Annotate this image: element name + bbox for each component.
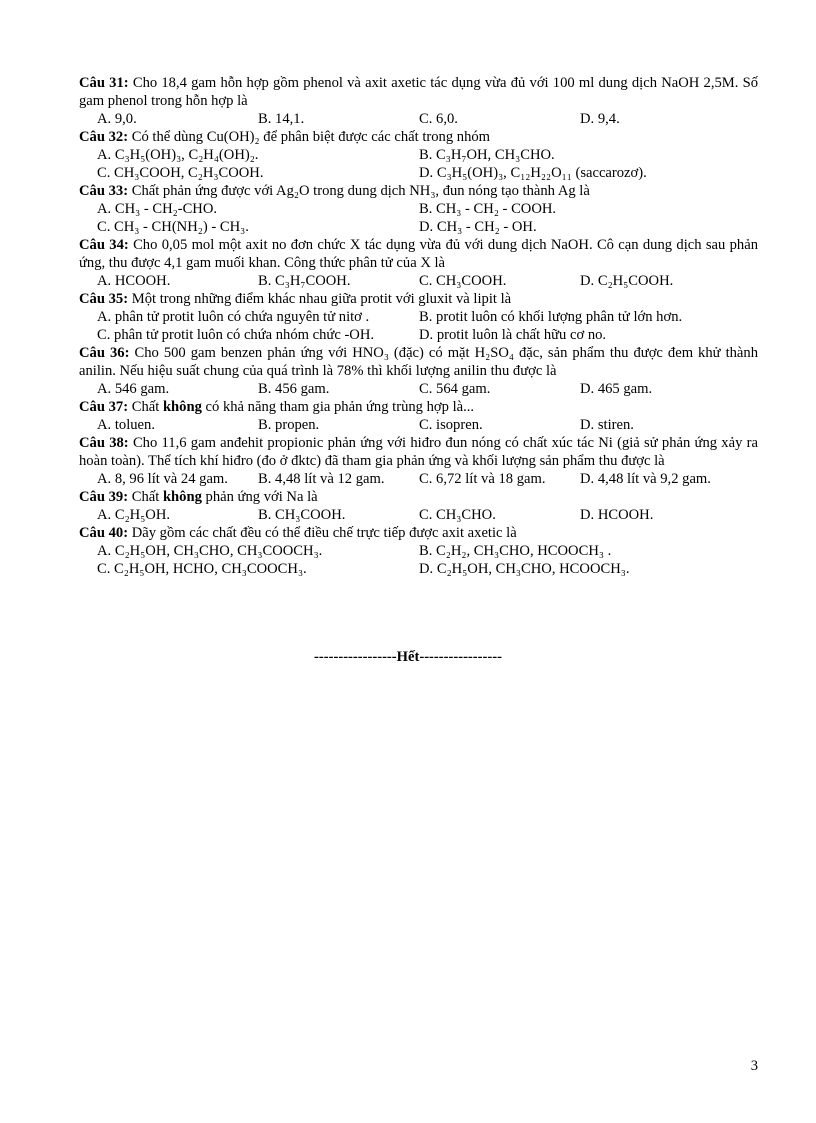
options-row: [79, 542, 758, 560]
option-c: C. 564 gam.: [419, 381, 491, 397]
question-label: Câu 36:: [79, 345, 130, 361]
options-row: [79, 110, 758, 128]
end-marker-text: -----------------Hết-----------------: [314, 649, 502, 665]
question-label: Câu 31:: [79, 75, 129, 91]
option-d: D. protit luôn là chất hữu cơ no.: [419, 327, 607, 343]
question-text: Cho 18,4 gam hỗn hợp gồm phenol và axit axetic tác dụng vừa đủ với 100 ml dung dịch NaOH 2,5M. Số gam phenol trong hỗn hợp là: [79, 75, 758, 109]
question-text: Dãy gồm các chất đều có thể điều chế trực tiếp được axit axetic là: [131, 525, 517, 541]
option-a: A. C₂H₅OH, CH₃CHO, CH₃COOCH₃.: [97, 543, 323, 559]
question-text: Cho 500 gam benzen phản ứng với HNO₃ (đặc) có mặt H₂SO₄ đặc, sản phẩm thu được đem khử thành anilin. Nếu hiệu suất chung của quá trình là 78% thì khối lượng anilin thu được là: [79, 345, 759, 379]
question-stem: [79, 290, 758, 308]
exam-page-content: [79, 74, 758, 578]
option-a: A. CH₃ - CH₂-CHO.: [97, 201, 218, 217]
end-marker: [0, 649, 816, 666]
option-d: D. HCOOH.: [580, 507, 654, 523]
options-row: [79, 200, 758, 218]
option-c: C. CH₃ - CH(NH₂) - CH₃.: [97, 219, 249, 235]
options-row: [79, 146, 758, 164]
option-d: D. 465 gam.: [580, 381, 653, 397]
question-37: [79, 398, 758, 434]
options-row: [79, 326, 758, 344]
question-text: phản ứng với Na là: [201, 489, 318, 505]
question-text: Cho 0,05 mol một axit no đơn chức X tác dụng vừa đủ với dung dịch NaOH. Cô cạn dung dịch sau phản ứng, thu được 4,1 gam muối khan. Công thức phân tử của X là: [79, 237, 758, 271]
page-number: 3: [750, 1058, 758, 1074]
option-b: B. protit luôn có khối lượng phân tử lớn hơn.: [419, 309, 683, 325]
options-row: [79, 506, 758, 524]
question-label: Câu 33:: [79, 183, 129, 199]
question-stem: [79, 398, 758, 416]
options-row: [79, 272, 758, 290]
question-text: Một trong những điểm khác nhau giữa protit với gluxit và lipit là: [131, 291, 512, 307]
option-a: A. 8, 96 lít và 24 gam.: [97, 471, 228, 487]
option-c: C. CH₃COOH.: [419, 273, 507, 289]
option-a: A. phân tử protit luôn có chứa nguyên tử nitơ .: [97, 309, 370, 325]
question-text: Chất: [131, 489, 163, 505]
option-b: B. C₃H₇OH, CH₃CHO.: [419, 147, 555, 163]
option-c: C. isopren.: [419, 417, 483, 433]
question-stem: [79, 344, 758, 380]
option-d: D. 9,4.: [580, 111, 620, 127]
question-text: Chất: [131, 399, 163, 415]
question-stem: [79, 128, 758, 146]
option-b: B. C₂H₂, CH₃CHO, HCOOCH₃ .: [419, 543, 612, 559]
question-text: Chất phản ứng được với Ag₂O trong dung dịch NH₃, đun nóng tạo thành Ag là: [131, 183, 590, 199]
question-34: [79, 236, 758, 290]
question-40: [79, 524, 758, 578]
options-row: [79, 416, 758, 434]
option-a: A. C₃H₅(OH)₃, C₂H₄(OH)₂.: [97, 147, 259, 163]
option-c: C. phân tử protit luôn có chứa nhóm chức -OH.: [97, 327, 375, 343]
option-a: A. HCOOH.: [97, 273, 171, 289]
options-row: [79, 380, 758, 398]
question-emphasis: không: [162, 399, 202, 415]
option-b: B. CH₃COOH.: [258, 507, 346, 523]
option-b: B. propen.: [258, 417, 320, 433]
option-a: A. toluen.: [97, 417, 155, 433]
question-31: [79, 74, 758, 128]
option-b: B. C₃H₇COOH.: [258, 273, 351, 289]
option-d: D. stiren.: [580, 417, 634, 433]
options-row: [79, 560, 758, 578]
question-emphasis: không: [162, 489, 202, 505]
question-text: Cho 11,6 gam anđehit propionic phản ứng với hiđro đun nóng có chất xúc tác Ni (giả sử phản ứng xảy ra hoàn toàn). Thể tích khí hiđro (đo ở đktc) đã tham gia phản ứng và khối lượng sản phẩm thu được là: [79, 435, 758, 469]
option-d: D. 4,48 lít và 9,2 gam.: [580, 471, 711, 487]
option-a: A. C₂H₅OH.: [97, 507, 171, 523]
question-stem: [79, 236, 758, 272]
question-label: Câu 40:: [79, 525, 129, 541]
options-row: [79, 218, 758, 236]
question-text: Có thể dùng Cu(OH)₂ để phân biệt được các chất trong nhóm: [131, 129, 491, 145]
question-text: có khả năng tham gia phản ứng trùng hợp là...: [201, 399, 475, 415]
option-b: B. 14,1.: [258, 111, 305, 127]
question-36: [79, 344, 758, 398]
option-b: B. CH₃ - CH₂ - COOH.: [419, 201, 557, 217]
question-label: Câu 32:: [79, 129, 129, 145]
question-label: Câu 39:: [79, 489, 129, 505]
option-c: C. C₂H₅OH, HCHO, CH₃COOCH₃.: [97, 561, 307, 577]
question-33: [79, 182, 758, 236]
option-d: D. C₂H₅OH, CH₃CHO, HCOOCH₃.: [419, 561, 630, 577]
question-label: Câu 34:: [79, 237, 129, 253]
option-b: B. 4,48 lít và 12 gam.: [258, 471, 385, 487]
question-35: [79, 290, 758, 344]
options-row: [79, 308, 758, 326]
question-stem: [79, 524, 758, 542]
question-32: [79, 128, 758, 182]
option-a: A. 9,0.: [97, 111, 137, 127]
option-c: C. CH₃CHO.: [419, 507, 496, 523]
option-d: D. CH₃ - CH₂ - OH.: [419, 219, 537, 235]
question-stem: [79, 488, 758, 506]
options-row: [79, 164, 758, 182]
option-b: B. 456 gam.: [258, 381, 330, 397]
question-stem: [79, 434, 758, 470]
question-39: [79, 488, 758, 524]
options-row: [79, 470, 758, 488]
question-stem: [79, 182, 758, 200]
option-c: C. 6,72 lít và 18 gam.: [419, 471, 546, 487]
question-label: Câu 38:: [79, 435, 129, 451]
question-label: Câu 37:: [79, 399, 129, 415]
option-c: C. 6,0.: [419, 111, 458, 127]
option-a: A. 546 gam.: [97, 381, 170, 397]
option-d: D. C₃H₅(OH)₃, C₁₂H₂₂O₁₁ (saccarozơ).: [419, 165, 647, 181]
question-stem: [79, 74, 758, 110]
question-38: [79, 434, 758, 488]
option-c: C. CH₃COOH, C₂H₃COOH.: [97, 165, 264, 181]
option-d: D. C₂H₅COOH.: [580, 273, 674, 289]
question-label: Câu 35:: [79, 291, 129, 307]
